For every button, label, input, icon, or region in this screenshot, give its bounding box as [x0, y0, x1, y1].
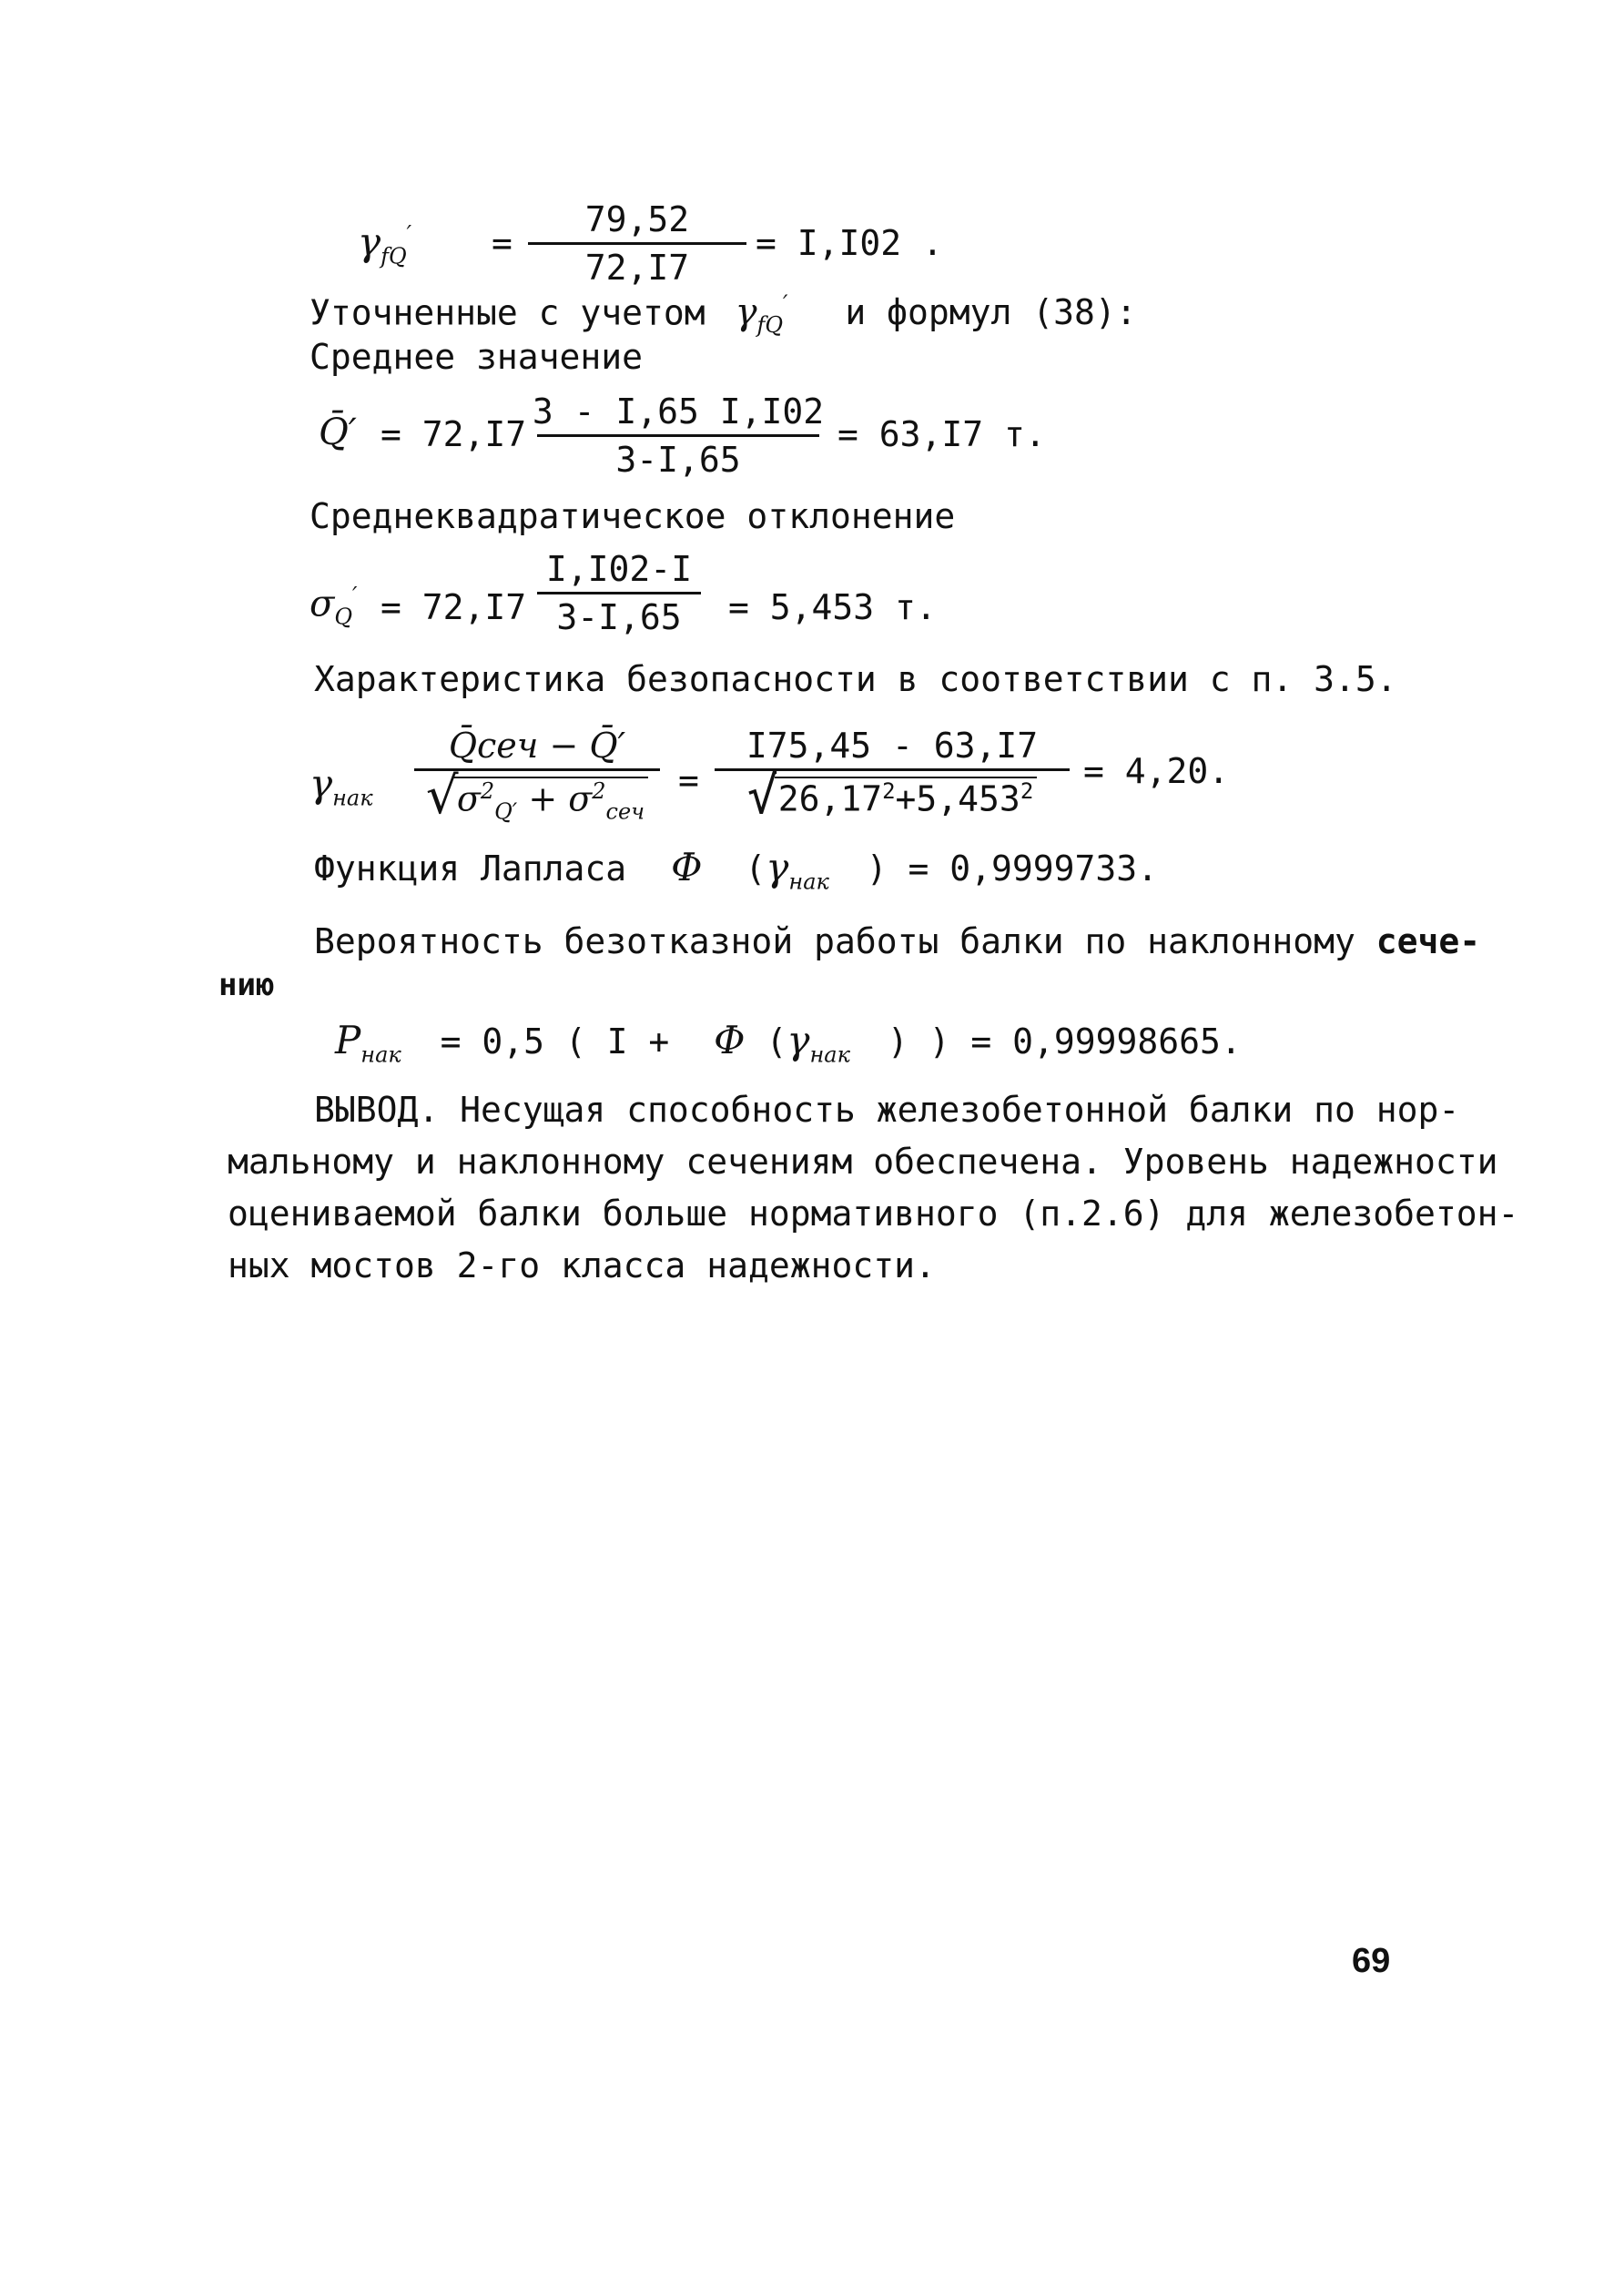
laplace-gamma-symbol: γ	[766, 845, 789, 889]
conclusion-line-4: ных мостов 2-го класса надежности.	[228, 1245, 936, 1285]
eq4-lhs-symbol: γ	[310, 761, 333, 806]
sqrt-icon: √	[746, 767, 778, 826]
page-number: 69	[1352, 1942, 1391, 1980]
eq5-open-paren: (	[766, 1021, 787, 1062]
refined-symbol-prime: ′	[783, 291, 788, 317]
eq5-gamma-symbol: γ	[787, 1018, 810, 1062]
eq2-numerator: 3 - I,65 I,I02	[532, 391, 825, 432]
eq1-lhs-symbol: γ	[358, 219, 381, 264]
eq4-den1-a-sub: Q′	[494, 798, 518, 825]
eq4-den2-plus: +5,453	[895, 778, 1020, 819]
eq1-fraction-bar	[528, 242, 746, 245]
refined-symbol-char: γ	[735, 291, 757, 334]
eq5-gamma	[787, 1018, 850, 1068]
eq4-result: = 4,20.	[1083, 751, 1230, 791]
eq3-rhs-pre: = 72,I7	[381, 587, 527, 627]
eq4-denominator-1	[425, 767, 648, 826]
eq2-denominator: 3-I,65	[615, 440, 741, 480]
eq3-fraction-bar	[537, 592, 701, 594]
eq2-fraction	[532, 391, 825, 480]
conclusion-line-1: ВЫВОД. Несущая способность железобетонной балки по нор-	[314, 1090, 1460, 1130]
heading-std: Среднеквадратическое отклонение	[310, 496, 956, 536]
eq4-den1-b-sup: 2	[592, 778, 606, 804]
eq3-lhs-sub: Q	[334, 604, 352, 630]
eq2-result: = 63,I7 т.	[837, 414, 1046, 454]
prob-line-1-text: Вероятность безотказной работы балки по наклонному	[314, 921, 1376, 961]
heading-mean: Среднее значение	[310, 337, 644, 377]
eq3-lhs-prime: ′	[352, 583, 358, 608]
eq5-rhs-pre: = 0,5 ( I +	[440, 1021, 670, 1062]
eq1-equals: =	[492, 223, 513, 263]
eq4-sqrt-1	[425, 767, 648, 826]
eq4-numerator-2: I75,45 - 63,I7	[746, 726, 1039, 766]
eq5-lhs-sub: нак	[360, 1041, 401, 1068]
eq4-den1-plus: +	[528, 778, 558, 819]
eq1-fraction	[528, 199, 746, 288]
eq1-denominator: 72,I7	[584, 248, 690, 288]
refined-line	[310, 291, 1137, 339]
eq4-den1-a-sup: 2	[480, 778, 495, 804]
laplace-gamma	[766, 845, 829, 895]
laplace-open-paren: (	[745, 848, 766, 889]
eq3-denominator: 3-I,65	[556, 597, 682, 637]
eq4-den1-b: σ	[568, 778, 593, 819]
eq4-fraction-1	[414, 726, 660, 826]
conclusion-line-2: мальному и наклонному сечениям обеспечена. Уровень надежности	[228, 1142, 1498, 1182]
laplace-result: = 0,9999733.	[908, 848, 1159, 889]
eq4-equals: =	[678, 760, 699, 800]
eq1-lhs-sub: fQ	[381, 243, 407, 269]
eq3-result: = 5,453 т.	[728, 587, 937, 627]
eq3-fraction	[537, 549, 701, 637]
eq4-den1-a: σ	[456, 778, 481, 819]
eq5-close-paren: ) )	[887, 1021, 950, 1062]
eq5-lhs-symbol: P	[335, 1018, 361, 1062]
safety-line: Характеристика безопасности в соответствии с п. 3.5.	[314, 659, 1397, 699]
eq1-lhs	[358, 219, 412, 269]
eq4-fraction-2	[715, 726, 1070, 826]
eq3-numerator: I,I02-I	[545, 549, 693, 589]
eq5-lhs	[335, 1018, 401, 1068]
eq3-lhs-symbol: σ	[310, 583, 335, 625]
laplace-line	[314, 845, 1159, 895]
refined-prefix: Уточненные с учетом	[310, 292, 705, 333]
eq4-sqrt-2	[746, 767, 1038, 826]
eq1-numerator: 79,52	[584, 199, 690, 239]
eq5-gamma-sub: нак	[809, 1041, 850, 1068]
eq4-lhs	[310, 761, 373, 811]
prob-line-2: нию	[218, 967, 275, 1003]
eq1-result: = I,I02 .	[756, 223, 943, 263]
sqrt-icon: √	[425, 767, 459, 826]
eq4-numerator-1: Q̄сеч − Q̄′	[448, 726, 626, 766]
refined-symbol-sub: fQ	[756, 312, 784, 339]
eq2-lhs: Q̄′	[319, 411, 357, 453]
phi-icon: Φ	[671, 845, 703, 889]
eq4-den1-b-sub: сеч	[605, 798, 645, 825]
equation-probability	[335, 1018, 1242, 1068]
eq4-denominator-2	[746, 767, 1038, 826]
eq4-den2-a-sup: 2	[882, 778, 896, 804]
phi-icon: Φ	[714, 1018, 746, 1062]
eq5-result: = 0,99998665.	[970, 1021, 1242, 1062]
eq4-sqrt-2-content	[775, 777, 1038, 817]
refined-symbol	[735, 291, 788, 339]
eq3-lhs	[310, 583, 358, 630]
prob-line-1-bold: сече-	[1375, 921, 1481, 961]
laplace-gamma-sub: нак	[788, 869, 829, 895]
laplace-prefix: Функция Лапласа	[314, 848, 627, 889]
refined-suffix: и формул (38):	[845, 292, 1137, 333]
laplace-close-paren: )	[866, 848, 888, 889]
eq4-den2-a: 26,17	[777, 778, 883, 819]
prob-line-1	[314, 921, 1481, 961]
eq4-lhs-sub: нак	[332, 785, 373, 811]
eq4-den2-b-sup: 2	[1020, 778, 1034, 804]
eq4-sqrt-1-content	[453, 777, 648, 825]
eq2-fraction-bar	[537, 434, 819, 437]
conclusion-line-3: оцениваемой балки больше нормативного (п.2.6) для железобетон-	[228, 1194, 1519, 1234]
eq1-lhs-prime: ′	[406, 221, 412, 247]
eq2-rhs-pre: = 72,I7	[381, 414, 527, 454]
